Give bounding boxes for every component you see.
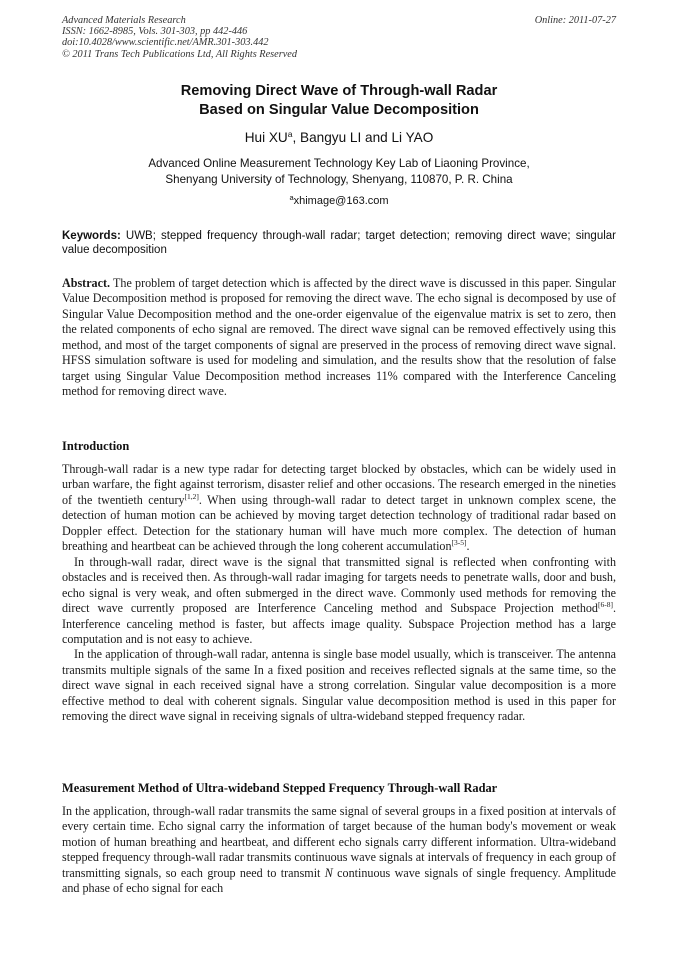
intro-paragraph-3: In the application of through-wall radar, antenna is single base model usually, which is transceiver. The antenna transmits multiple signals of the same In a fixed position and receives reflected signals at the same time, so the direct wave signal in each received signal have a strong correlation. Singular value decomposition is a more effective method to deal with coherent signals. Singular value decomposition method is used in this paper for removing the direct wave signal in receiving signals of ultra-wideband stepped frequency radar.	[62, 647, 616, 724]
journal-header	[62, 15, 297, 60]
section-heading-introduction: Introduction	[62, 439, 130, 453]
intro-p1-text-b: . When using through-wall radar to detect target in unknown complex scene, the detection of human motion can be achieved by moving target detection technology of traditional radar based on Doppler effect. Detection for the stationary human will have much more complex. The detection of human breathing and heartbeat can be achieved through the long coherent accumulation	[62, 492, 616, 554]
journal-copyright: © 2011 Trans Tech Publications Ltd, All Rights Reserved	[62, 48, 298, 60]
paper-title	[62, 82, 616, 119]
affiliation	[62, 156, 616, 187]
citation-3-5[interactable]: [3-5]	[451, 538, 467, 548]
method-p1-text-b: continuous wave signals of single frequency. Amplitude and phase of echo signal for each	[62, 865, 616, 896]
section-heading-measurement-method: Measurement Method of Ultra-wideband Stepped Frequency Through-wall Radar	[62, 781, 498, 795]
intro-p2-text-b: . Interference canceling method is faster, but affects image quality. Subspace Projection method has a large computation and is not easy to achieve.	[62, 601, 616, 646]
intro-paragraph-2	[62, 555, 616, 648]
method-p1-text-a: In the application, through-wall radar transmits the same signal of several groups in a fixed position at intervals of every certain time. Echo signal carry the information of target because of the human body's movement or weak motion of human breathing and heartbeat, and different echo signals carry different information. Ultra-wideband stepped frequency through-wall radar transmits continuous wave signals at intervals of frequency in each group of transmitting signals, so each group need to transmit	[62, 804, 616, 880]
journal-name: Advanced Materials Research	[62, 15, 186, 26]
author-1-affil-mark: a	[287, 129, 293, 139]
keywords-label: Keywords:	[62, 230, 121, 242]
intro-p1-text-a: Through-wall radar is a new type radar for detecting target blocked by obstacles, which can be widely used in urban warfare, the fight against terrorism, disaster relief and other occasions. The research emerged in the nineties of the twentieth century	[62, 462, 616, 507]
author-1: Hui XU	[244, 130, 288, 145]
variable-n: N	[324, 865, 333, 880]
journal-issn: ISSN: 1662-8985, Vols. 301-303, pp 442-446	[62, 26, 248, 38]
intro-paragraph-1	[62, 462, 616, 555]
online-date: Online: 2011-07-27	[534, 15, 616, 26]
email-address[interactable]: xhimage@163.com	[293, 195, 389, 207]
abstract	[62, 276, 616, 400]
intro-p2-text-a: In through-wall radar, direct wave is the signal that transmitted signal is reflected when confronting with obstacles and is received then. As through-wall radar imaging for targets needs to penetrate walls, door and bush, echo signal is very weak, and often submerged in the direct wave. Commonly used methods for removing the direct wave currently proposed are Interference Canceling method and Subspace Projection method	[62, 554, 616, 616]
affiliation-line-1: Advanced Online Measurement Technology Key Lab of Liaoning Province,	[148, 157, 530, 170]
keywords	[62, 229, 616, 257]
author-email	[62, 194, 616, 208]
keywords-text: UWB; stepped frequency through-wall radar; target detection; removing direct wave; singular value decomposition	[62, 230, 616, 256]
citation-1-2[interactable]: [1,2]	[184, 491, 199, 501]
citation-6-8[interactable]: [6-8]	[597, 600, 613, 610]
journal-doi[interactable]: doi:10.4028/www.scientific.net/AMR.301-303.442	[62, 37, 269, 49]
title-line-1: Removing Direct Wave of Through-wall Radar	[180, 83, 498, 99]
author-list	[62, 130, 616, 146]
title-line-2: Based on Singular Value Decomposition	[199, 101, 479, 118]
email-affil-mark: a	[289, 193, 294, 202]
affiliation-line-2: Shenyang University of Technology, Shenyang, 110870, P. R. China	[165, 172, 513, 186]
abstract-label: Abstract.	[62, 276, 111, 290]
intro-p1-text-c: .	[466, 539, 470, 554]
abstract-text: The problem of target detection which is affected by the direct wave is discussed in this paper. Singular Value Decomposition method is proposed for removing the direct wave. The echo signal is decomposed by use of Singular Value Decomposition method and the one-order eigenvalue of the eigenvalue matrix is set to zero, then the related components of echo signal are removed. The direct wave signal can be removed effectively using this method, and most of the target components of signal are preserved in the process of removing direct wave signal. HFSS simulation software is used for modeling and simulation, and the results show that the resolution of false target using Singular Value Decomposition method increases 11% compared with the Interference Canceling method for removing direct wave.	[62, 276, 616, 399]
method-paragraph-1	[62, 804, 616, 897]
introduction-body	[62, 462, 616, 725]
measurement-method-body	[62, 804, 616, 897]
other-authors: , Bangyu LI and Li YAO	[292, 130, 434, 145]
